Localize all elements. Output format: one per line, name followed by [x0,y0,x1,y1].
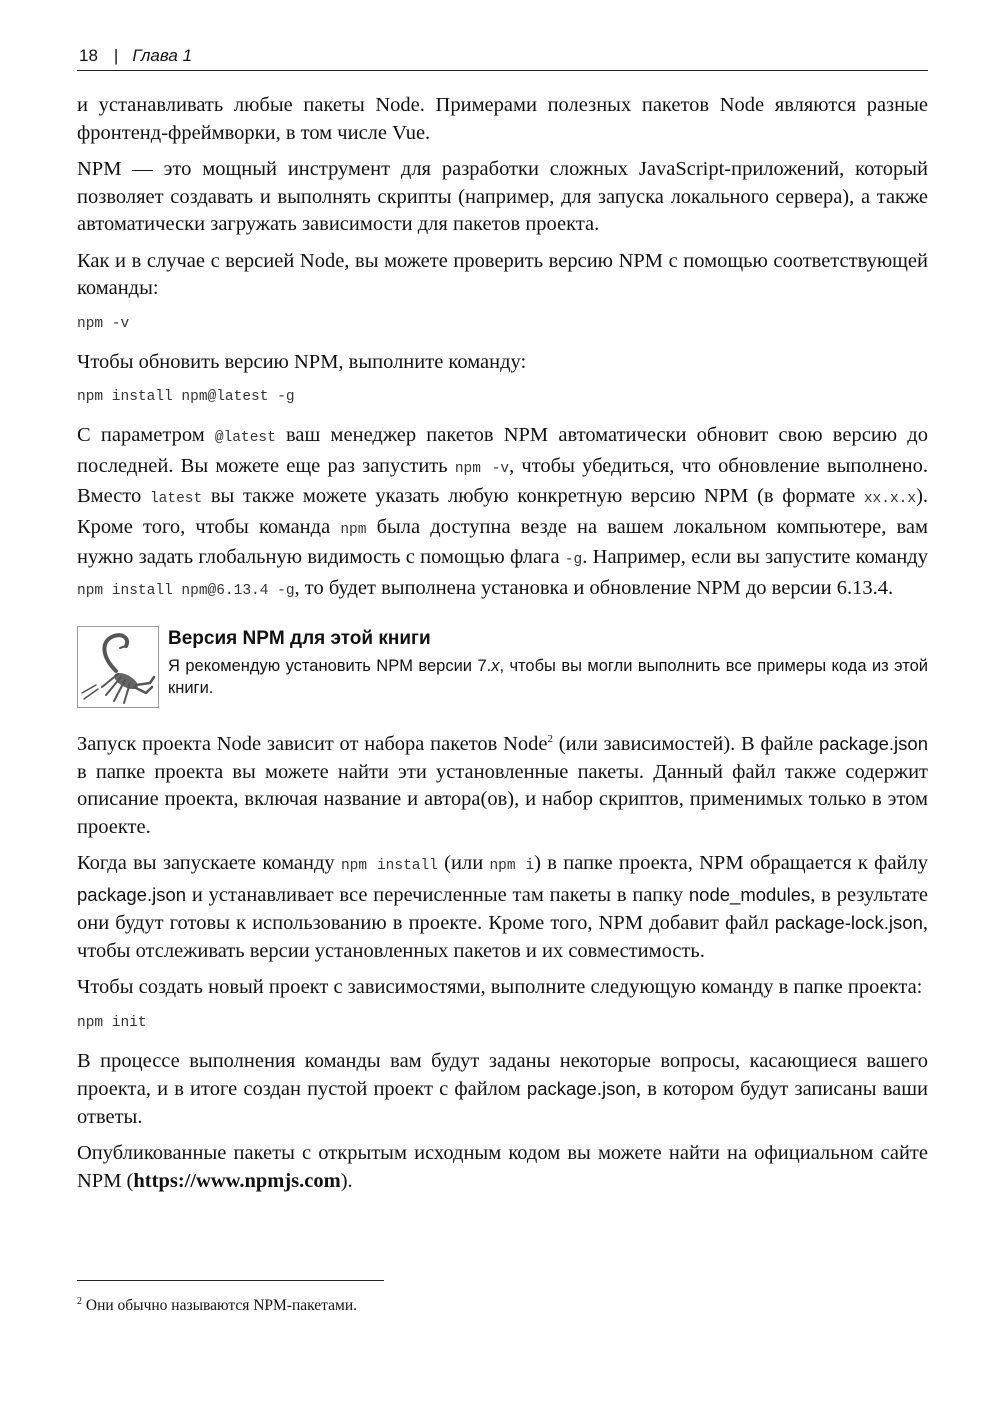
paragraph-5: С параметром @latest ваш менеджер пакетов NPM автоматически обновит свою версию до последней. Вы можете еще раз запустить npm -v, чтобы убедиться, что обновление выполнено. Вместо latest вы также можете указать любую конкретную версию NPM (в формате xx.x.x). Кроме того, чтобы команда npm была доступна везде на вашем локальном компьютере, вам нужно задать глобальную видимость с помощью флага -g. Например, если вы запустите команду npm install npm@6.13.4 -g, то будет выполнена установка и обновление NPM до версии 6.13.4. [77,424,929,599]
footnote-number: 2 [77,1295,82,1307]
paragraph-9: В процессе выполнения команды вам будут заданы некоторые вопросы, касающиеся вашего проекта, и в итоге создан пустой проект с файлом package.json, в котором будут записаны ваши ответы. [77,1049,928,1128]
paragraph-3: Как и в случае с версией Node, вы можете проверить версию NPM с помощью соответствующей команды: [77,249,928,299]
code-npm-init: npm init [77,1014,147,1031]
paragraph-8: Чтобы создать новый проект с зависимостями, выполните следующую команду в папке проекта: [77,976,923,998]
inline-code: @latest [214,430,276,446]
scorpion-icon [77,626,159,708]
footnote-ref: 2 [547,733,554,746]
footnote-rule [77,1280,384,1281]
inline-code: npm install npm@6.13.4 -g [77,582,295,599]
page-body [77,92,928,1204]
folder-name: node_modules [688,883,811,905]
chapter-title: Глава 1 [132,46,193,65]
paragraph-1: и устанавливать любые пакеты Node. Примерами полезных пакетов Node являются разные фронтенд-фреймворки, в том числе Vue. [77,94,928,144]
npm-website-link[interactable]: https://www.npmjs.com [133,1169,341,1192]
code-npm-update: npm install npm@latest -g [77,389,295,405]
paragraph-6: Запуск проекта Node зависит от набора пакетов Node$^2$ (или зависимостей). В файле package.json в папке проекта вы можете найти эти установленные пакеты. Данный файл также содержит описание проекта, включая название и автора(ов), и набор скриптов, применимых только в этом проекте. [77,733,928,838]
note-title: Версия NPM для этой книги [168,628,431,649]
page-number: 18 [79,46,98,65]
footnote-text: Они обычно называются NPM-пакетами. [82,1297,358,1314]
running-header [77,44,928,71]
inline-code: npm i [489,858,535,874]
file-name: package.json [818,733,928,754]
file-name: package.json [77,883,187,905]
paragraph-4: Чтобы обновить версию NPM, выполните команду: [77,350,527,373]
inline-code: npm -v [454,460,510,477]
file-name: package.json [526,1078,636,1099]
inline-code: npm install [340,858,438,874]
paragraph-10: Опубликованные пакеты с открытым исходным кодом вы можете найти на официальном сайте NPM (https://www.npmjs.com). [77,1142,928,1192]
paragraph-2: NPM — это мощный инструмент для разработки сложных JavaScript-приложений, который позволяет создавать и выполнять скрипты (например, для запуска локального сервера), а также автоматически загружать зависимости для пакетов проекта. [77,158,928,235]
note-text: Я рекомендую установить NPM версии 7.x, чтобы вы могли выполнить все примеры кода из этой книги. [168,657,928,697]
note-box [77,626,928,712]
inline-code: npm [340,521,367,538]
inline-code: latest [149,491,203,507]
inline-code: xx.x.x [863,491,917,507]
code-npm-version: npm -v [77,315,130,332]
footnote [77,1296,357,1316]
header-separator: | [113,46,119,65]
inline-code: -g [564,552,583,568]
file-name: package-lock.json [774,912,923,933]
paragraph-7: Когда вы запускаете команду npm install (или npm i) в папке проекта, NPM обращается к файлу package.json и устанавливает все перечисленные там пакеты в папку node_modules, в результате они будут готовы к использованию в проекте. Кроме того, NPM добавит файл package-lock.json, чтобы отслеживать версии установленных пакетов и их совместимость. [77,852,928,962]
